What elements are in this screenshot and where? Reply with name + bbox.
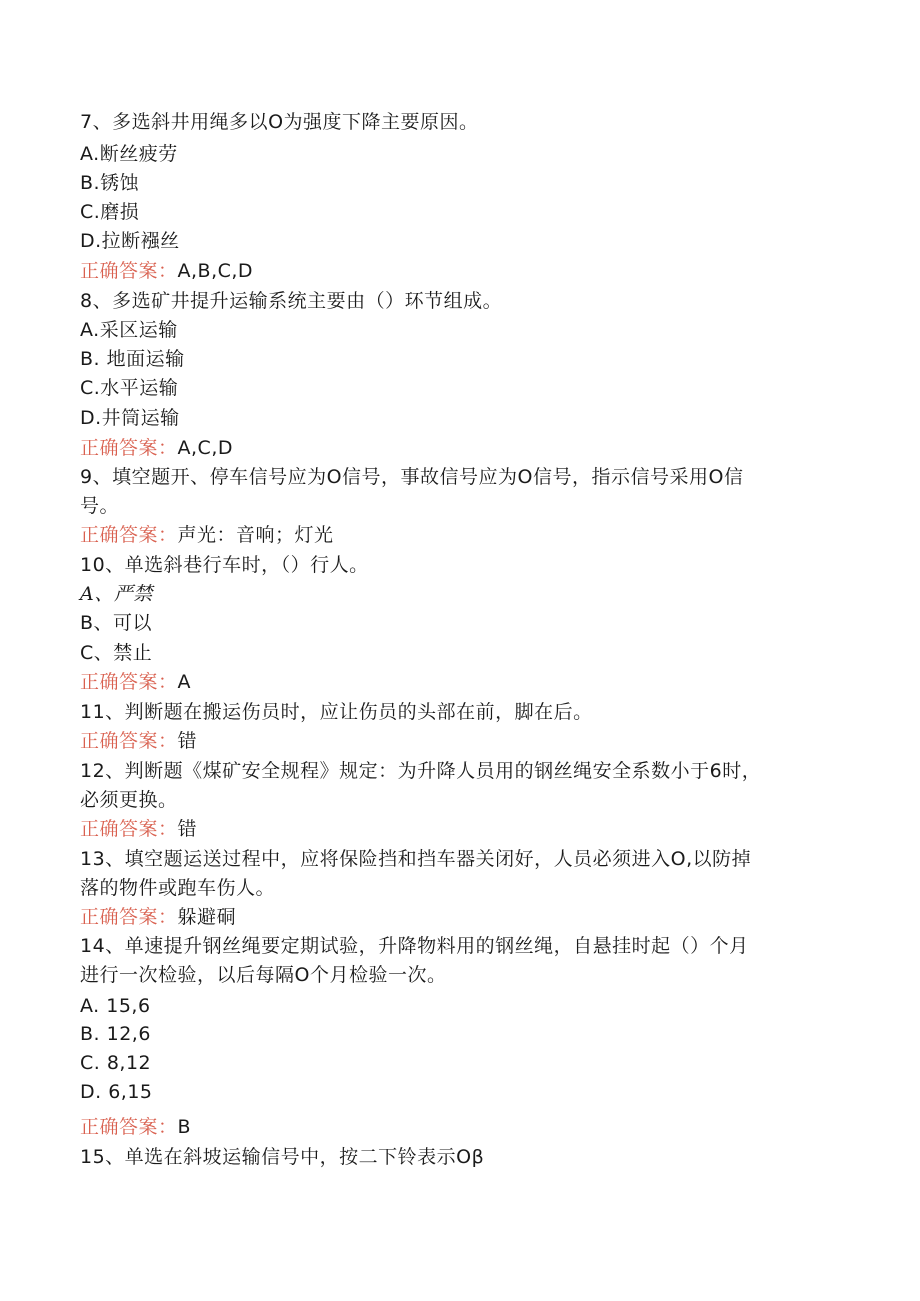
question-7-answer-value: A,B,C,D — [177, 260, 254, 282]
answer-label: 正确答案： — [80, 437, 178, 459]
question-9-text-line-2: 号。 — [80, 495, 120, 517]
question-12-answer — [80, 815, 197, 844]
question-14-option-d: D. 6,15 — [80, 1081, 153, 1103]
question-7-option-c: C.磨损 — [80, 201, 140, 223]
question-7-option-d: D.拉断襁丝 — [80, 230, 180, 252]
question-8-option-b: B. 地面运输 — [80, 348, 185, 370]
question-9-answer-value: 声光：音响；灯光 — [177, 524, 334, 546]
answer-label: 正确答案： — [80, 524, 178, 546]
question-15-text: 15、单选在斜坡运输信号中，按二下铃表示Oβ — [80, 1146, 485, 1168]
answer-label: 正确答案： — [80, 906, 178, 928]
question-10-option-b: B、可以 — [80, 612, 153, 634]
question-8-answer-value: A,C,D — [177, 437, 233, 459]
question-7-answer — [80, 257, 253, 286]
question-10-option-a: A、严禁 — [80, 583, 153, 605]
question-8-option-c: C.水平运输 — [80, 377, 179, 399]
question-8-text: 8、多选矿井提升运输系统主要由（）环节组成。 — [80, 290, 503, 312]
question-10-text: 10、单选斜巷行车时，（）行人。 — [80, 554, 369, 576]
answer-label: 正确答案： — [80, 1116, 178, 1138]
question-14-option-a: A. 15,6 — [80, 995, 151, 1017]
question-10-answer-value: A — [177, 671, 192, 693]
question-8-option-a: A.采区运输 — [80, 319, 178, 341]
question-14-option-c: C. 8,12 — [80, 1052, 152, 1074]
question-11-answer — [80, 727, 197, 756]
question-12-text-line-1: 12、判断题《煤矿安全规程》规定：为升降人员用的钢丝绳安全系数小于6时， — [80, 760, 762, 782]
question-10-option-c: C、禁止 — [80, 642, 153, 664]
question-9-text-line-1: 9、填空题开、停车信号应为O信号，事故信号应为O信号，指示信号采用O信 — [80, 466, 744, 488]
question-13-answer — [80, 903, 236, 932]
answer-label: 正确答案： — [80, 260, 178, 282]
question-12-text-line-2: 必须更换。 — [80, 789, 178, 811]
question-9-answer — [80, 521, 334, 550]
question-7-text: 7、多选斜井用绳多以O为强度下降主要原因。 — [80, 111, 479, 133]
question-10-answer — [80, 668, 191, 697]
question-7-option-b: B.锈蚀 — [80, 172, 140, 194]
question-11-text: 11、判断题在搬运伤员时，应让伤员的头部在前，脚在后。 — [80, 701, 593, 723]
question-14-text-line-2: 进行一次检验，以后每隔O个月检验一次。 — [80, 964, 447, 986]
question-13-text-line-1: 13、填空题运送过程中，应将保险挡和挡车器关闭好，人员必须进入O,以防掉 — [80, 848, 752, 870]
question-8-option-d: D.井筒运输 — [80, 407, 180, 429]
question-13-text-line-2: 落的物件或跑车伤人。 — [80, 877, 276, 899]
answer-label: 正确答案： — [80, 671, 178, 693]
question-11-answer-value: 错 — [177, 730, 198, 752]
answer-label: 正确答案： — [80, 818, 178, 840]
question-13-answer-value: 躲避硐 — [177, 906, 237, 928]
answer-label: 正确答案： — [80, 730, 178, 752]
question-12-answer-value: 错 — [177, 818, 198, 840]
question-8-answer — [80, 434, 233, 463]
question-14-text-line-1: 14、单速提升钢丝绳要定期试验，升降物料用的钢丝绳，自悬挂时起（）个月 — [80, 935, 749, 957]
question-14-answer — [80, 1113, 191, 1142]
question-14-option-b: B. 12,6 — [80, 1023, 151, 1045]
question-7-option-a: A.断丝疲劳 — [80, 143, 178, 165]
question-14-answer-value: B — [177, 1116, 192, 1138]
